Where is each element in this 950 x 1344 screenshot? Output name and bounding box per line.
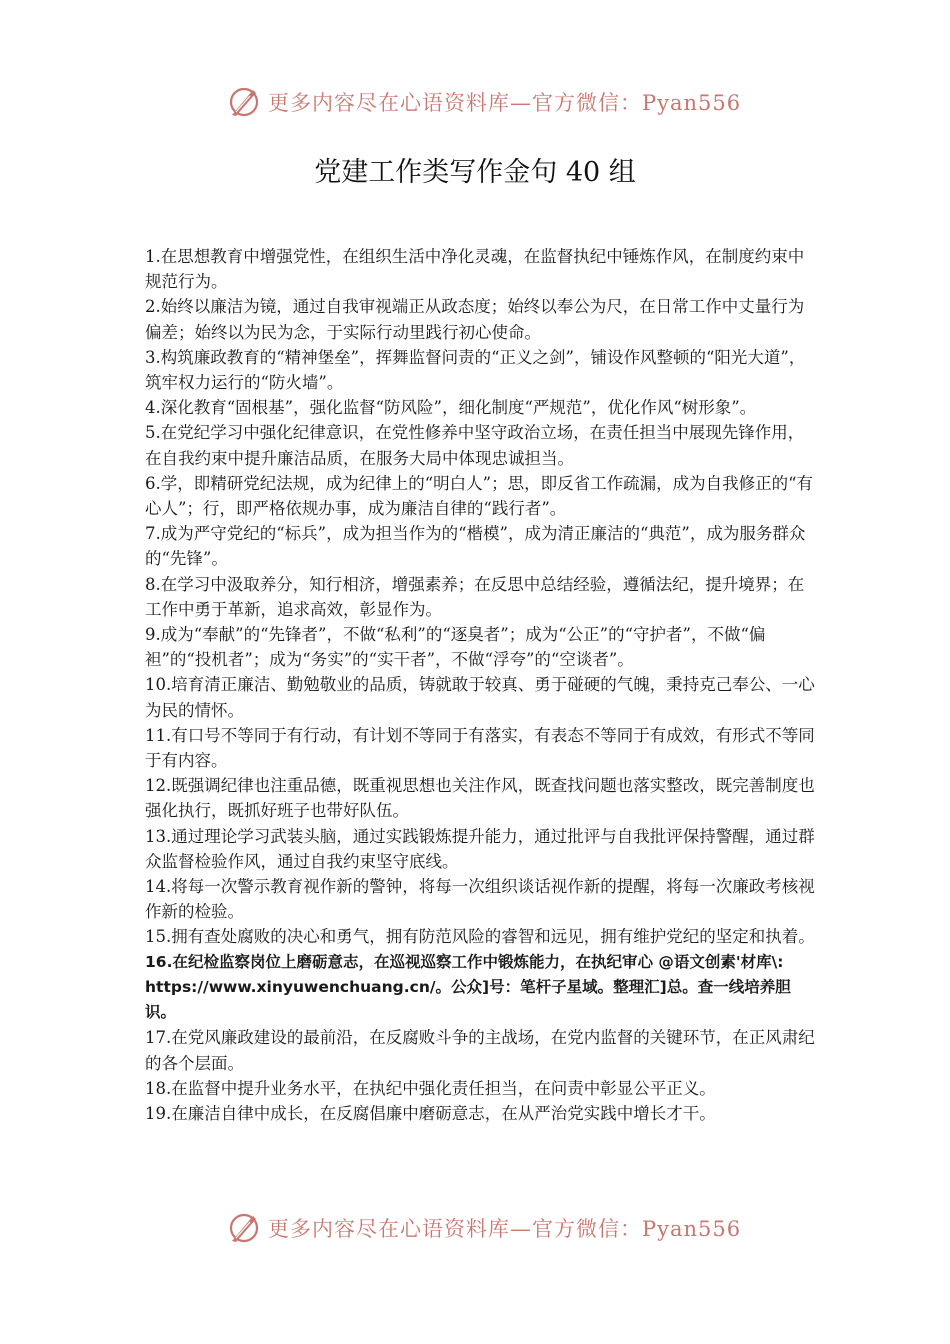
footer-banner <box>226 1208 742 1248</box>
page-title: 党建工作类写作金句 40 组 <box>314 157 636 188</box>
list-item: 17.在党风廉政建设的最前沿，在反腐败斗争的主战场，在党内监督的关键环节，在正风肃纪的各个层面。 <box>145 1028 815 1073</box>
list-item: 1.在思想教育中增强党性，在组织生活中净化灵魂，在监督执纪中锤炼作风，在制度约束中规范行为。 <box>145 247 805 292</box>
list-item: 2.始终以廉洁为镜，通过自我审视端正从政态度；始终以奉公为尺，在日常工作中丈量行为偏差；始终以为民为念，于实际行动里践行初心使命。 <box>145 297 805 342</box>
list-item: 6.学，即精研党纪法规，成为纪律上的“明白人”；思，即反省工作疏漏，成为自我修正的“有心人”；行，即严格依规办事，成为廉洁自律的“践行者”。 <box>145 473 814 519</box>
list-item: 3.构筑廉政教育的“精神堡垒”，挥舞监督问责的“正义之剑”，铺设作风整顿的“阳光大道”，筑牢权力运行的“防火墙”。 <box>145 347 806 393</box>
list-item: 9.成为“奉献”的“先锋者”，不做“私利”的“逐臭者”；成为“公正”的“守护者”，不做“偏袒”的“投机者”；成为“务实”的“实干者”，不做“浮夸”的“空谈者”。 <box>145 625 766 670</box>
list-item: 5.在党纪学习中强化纪律意识，在党性修养中坚守政治立场，在责任担当中展现先锋作用，在自我约束中提升廉洁品质，在服务大局中体现忠诚担当。 <box>145 423 805 468</box>
article-body <box>145 244 815 1126</box>
list-item: 8.在学习中汲取养分，知行相济，增强素养；在反思中总结经验，遵循法纪，提升境界；在工作中勇于革新，追求高效，彰显作为。 <box>145 574 805 619</box>
list-item: 19.在廉洁自律中成长，在反腐倡廉中磨砺意志，在从严治党实践中增长才干。 <box>145 1103 716 1123</box>
list-item-watermarked: 16.在纪检监察岗位上磨砺意志，在巡视巡察工作中锻炼能力，在执纪审心 @语文创素'材库\: https://www.xinyuwenchuang.cn/。公众]号：笔杆子星域。整理汇]总。查一线培养胆识。 <box>145 952 791 1022</box>
list-item: 12.既强调纪律也注重品德，既重视思想也关注作风，既查找问题也落实整改，既完善制度也强化执行，既抓好班子也带好队伍。 <box>145 776 815 821</box>
list-item: 4.深化教育“固根基”，强化监督“防风险”，细化制度“严规范”，优化作风“树形象”。 <box>145 398 757 418</box>
banner-text: 更多内容尽在心语资料库—官方微信：Pyan556 <box>268 91 742 115</box>
list-item: 15.拥有查处腐败的决心和勇气，拥有防范风险的睿智和远见，拥有维护党纪的坚定和执着。 <box>145 927 815 947</box>
quill-logo-icon <box>226 84 262 120</box>
list-item: 11.有口号不等同于有行动，有计划不等同于有落实，有表态不等同于有成效，有形式不等同于有内容。 <box>145 725 815 771</box>
quill-logo-icon <box>226 1210 262 1246</box>
list-item: 13.通过理论学习武装头脑，通过实践锻炼提升能力，通过批评与自我批评保持警醒，通过群众监督检验作风，通过自我约束坚守底线。 <box>145 826 815 871</box>
header-banner <box>226 82 742 122</box>
list-item: 10.培育清正廉洁、勤勉敬业的品质，铸就敢于较真、勇于碰硬的气魄，秉持克己奉公、一心为民的情怀。 <box>145 675 815 720</box>
list-item: 7.成为严守党纪的“标兵”，成为担当作为的“楷模”，成为清正廉洁的“典范”，成为服务群众的“先锋”。 <box>145 524 806 569</box>
list-item: 14.将每一次警示教育视作新的警钟，将每一次组织谈话视作新的提醒，将每一次廉政考核视作新的检验。 <box>145 877 815 922</box>
banner-text: 更多内容尽在心语资料库—官方微信：Pyan556 <box>268 1217 742 1241</box>
list-item: 18.在监督中提升业务水平，在执纪中强化责任担当，在问责中彰显公平正义。 <box>145 1078 716 1098</box>
